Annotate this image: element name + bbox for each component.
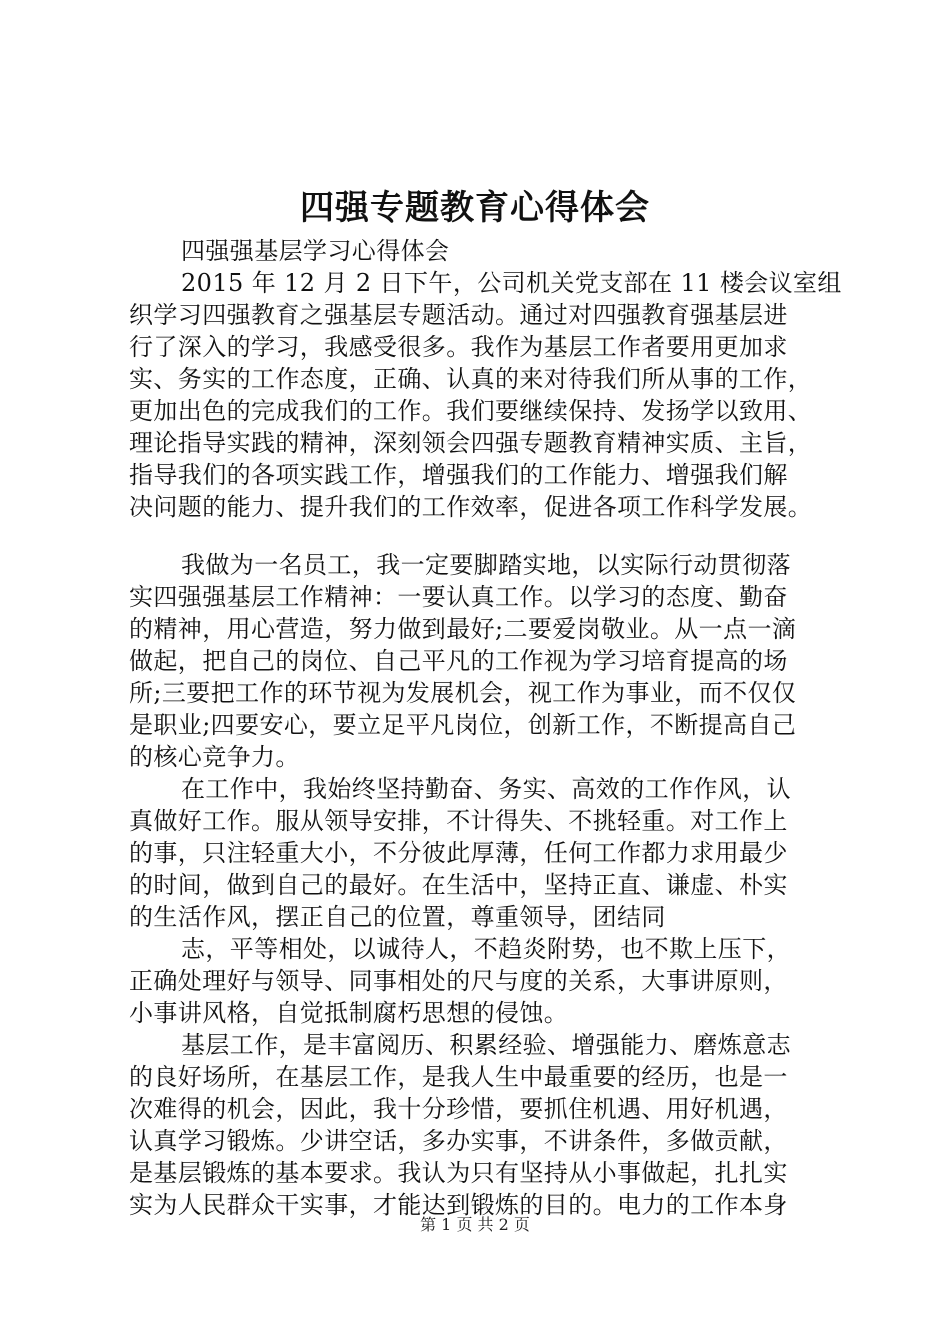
paragraph-line: 在工作中，我始终坚持勤奋、务实、高效的工作作风，认	[181, 775, 791, 803]
paragraph-line: 我做为一名员工，我一定要脚踏实地，以实际行动贯彻落	[181, 551, 791, 579]
paragraph-line: 指导我们的各项实践工作，增强我们的工作能力、增强我们解	[129, 461, 788, 489]
paragraph-line: 真做好工作。服从领导安排，不计得失、不挑轻重。对工作上	[129, 807, 788, 835]
paragraph-line: 实四强强基层工作精神：一要认真工作。以学习的态度、勤奋	[129, 583, 788, 611]
paragraph-line: 理论指导实践的精神，深刻领会四强专题教育精神实质、主旨，	[129, 429, 813, 457]
paragraph-line: 行了深入的学习，我感受很多。我作为基层工作者要用更加求	[129, 333, 788, 361]
page-footer: 第 1 页 共 2 页	[420, 1215, 530, 1234]
paragraph-line: 正确处理好与领导、同事相处的尺与度的关系，大事讲原则，	[129, 967, 788, 995]
paragraph-line: 是职业;四要安心，要立足平凡岗位，创新工作，不断提高自己	[129, 711, 797, 739]
paragraph-line: 的生活作风，摆正自己的位置，尊重领导，团结同	[129, 903, 666, 931]
paragraph-line: 的事，只注轻重大小，不分彼此厚薄，任何工作都力求用最少	[129, 839, 788, 867]
paragraph-line: 所;三要把工作的环节视为发展机会，视工作为事业，而不仅仅	[129, 679, 797, 707]
paragraph-line: 实为人民群众干实事，才能达到锻炼的目的。电力的工作本身	[129, 1191, 788, 1219]
document-title: 四强专题教育心得体会	[300, 188, 650, 228]
paragraph-line: 志，平等相处，以诚待人，不趋炎附势，也不欺上压下，	[181, 935, 791, 963]
paragraph-line: 小事讲风格，自觉抵制腐朽思想的侵蚀。	[129, 999, 569, 1027]
document-body	[129, 235, 849, 1221]
paragraph-line: 认真学习锻炼。少讲空话，多办实事，不讲条件，多做贡献，	[129, 1127, 788, 1155]
paragraph-line: 实、务实的工作态度，正确、认真的来对待我们所从事的工作，	[129, 365, 813, 393]
paragraph-gap	[129, 523, 849, 549]
paragraph-line: 做起，把自己的岗位、自己平凡的工作视为学习培育提高的场	[129, 647, 788, 675]
paragraph-line: 的良好场所，在基层工作，是我人生中最重要的经历，也是一	[129, 1063, 788, 1091]
paragraph-line: 的核心竞争力。	[129, 743, 300, 771]
paragraph-line: 决问题的能力、提升我们的工作效率，促进各项工作科学发展。	[129, 493, 813, 521]
paragraph-line: 基层工作，是丰富阅历、积累经验、增强能力、磨炼意志	[181, 1031, 791, 1059]
paragraph-line: 的时间，做到自己的最好。在生活中，坚持正直、谦虚、朴实	[129, 871, 788, 899]
paragraph-line: 的精神，用心营造，努力做到最好;二要爱岗敬业。从一点一滴	[129, 615, 797, 643]
paragraph-line: 2015 年 12 月 2 日下午，公司机关党支部在 11 楼会议室组	[181, 269, 842, 297]
subtitle-line: 四强强基层学习心得体会	[181, 237, 450, 265]
paragraph-line: 次难得的机会，因此，我十分珍惜，要抓住机遇、用好机遇，	[129, 1095, 788, 1123]
paragraph-line: 更加出色的完成我们的工作。我们要继续保持、发扬学以致用、	[129, 397, 813, 425]
paragraph-line: 是基层锻炼的基本要求。我认为只有坚持从小事做起，扎扎实	[129, 1159, 788, 1187]
paragraph-line: 织学习四强教育之强基层专题活动。通过对四强教育强基层进	[129, 301, 788, 329]
